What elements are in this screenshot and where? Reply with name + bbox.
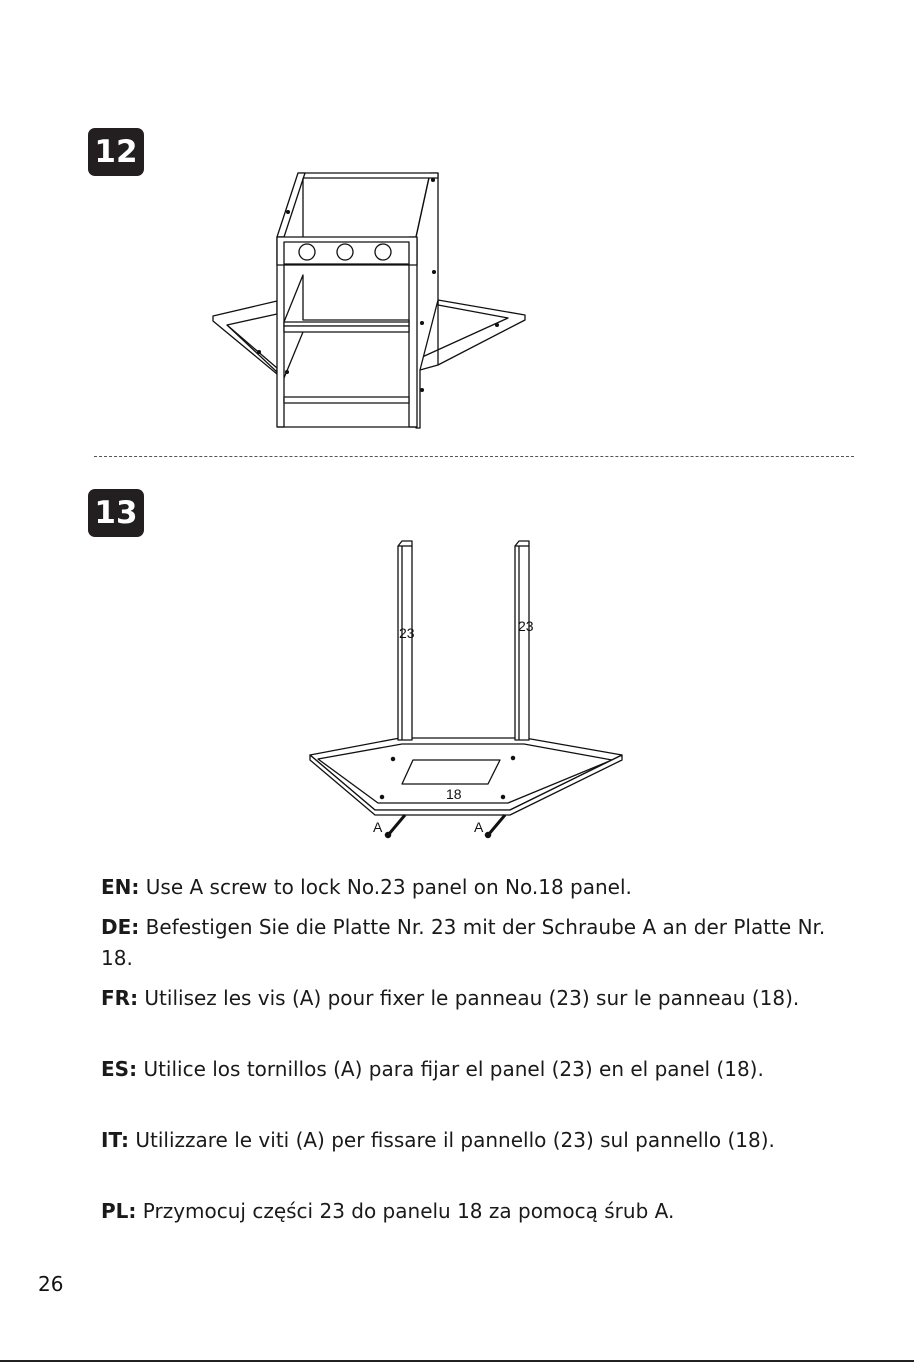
lang-code: PL: — [101, 1199, 137, 1223]
lang-code: DE: — [101, 915, 140, 939]
instruction-es — [101, 1054, 841, 1085]
instruction-text: Przymocuj części 23 do panelu 18 za pomocą śrub A. — [142, 1199, 675, 1223]
step-13-illustration — [300, 535, 630, 845]
instruction-text: Use A screw to lock No.23 panel on No.18 panel. — [145, 875, 632, 899]
screw-left-label: A — [373, 819, 383, 835]
instruction-text: Befestigen Sie die Platte Nr. 23 mit der Schraube A an der Platte Nr. 18. — [101, 915, 826, 970]
instruction-it — [101, 1125, 841, 1156]
step-12-badge: 12 — [88, 128, 144, 176]
instruction-de — [101, 912, 841, 974]
instruction-fr — [101, 983, 841, 1014]
instruction-text: Utilisez les vis (A) pour fixer le panneau (23) sur le panneau (18). — [144, 986, 800, 1010]
leg-right-label: 23 — [518, 618, 534, 634]
step-12-illustration — [200, 165, 540, 435]
instruction-pl — [101, 1196, 841, 1227]
step-13-badge: 13 — [88, 489, 144, 537]
step-divider — [94, 456, 854, 457]
instruction-en — [101, 872, 841, 903]
page-number: 26 — [38, 1272, 64, 1296]
instruction-text: Utilice los tornillos (A) para fijar el panel (23) en el panel (18). — [143, 1057, 764, 1081]
lang-code: FR: — [101, 986, 139, 1010]
instruction-text: Utilizzare le viti (A) per fissare il pannello (23) sul pannello (18). — [135, 1128, 775, 1152]
screw-right-label: A — [474, 819, 484, 835]
lang-code: EN: — [101, 875, 140, 899]
base-panel-label: 18 — [446, 786, 462, 802]
leg-left-label: 23 — [399, 625, 415, 641]
lang-code: ES: — [101, 1057, 138, 1081]
lang-code: IT: — [101, 1128, 129, 1152]
